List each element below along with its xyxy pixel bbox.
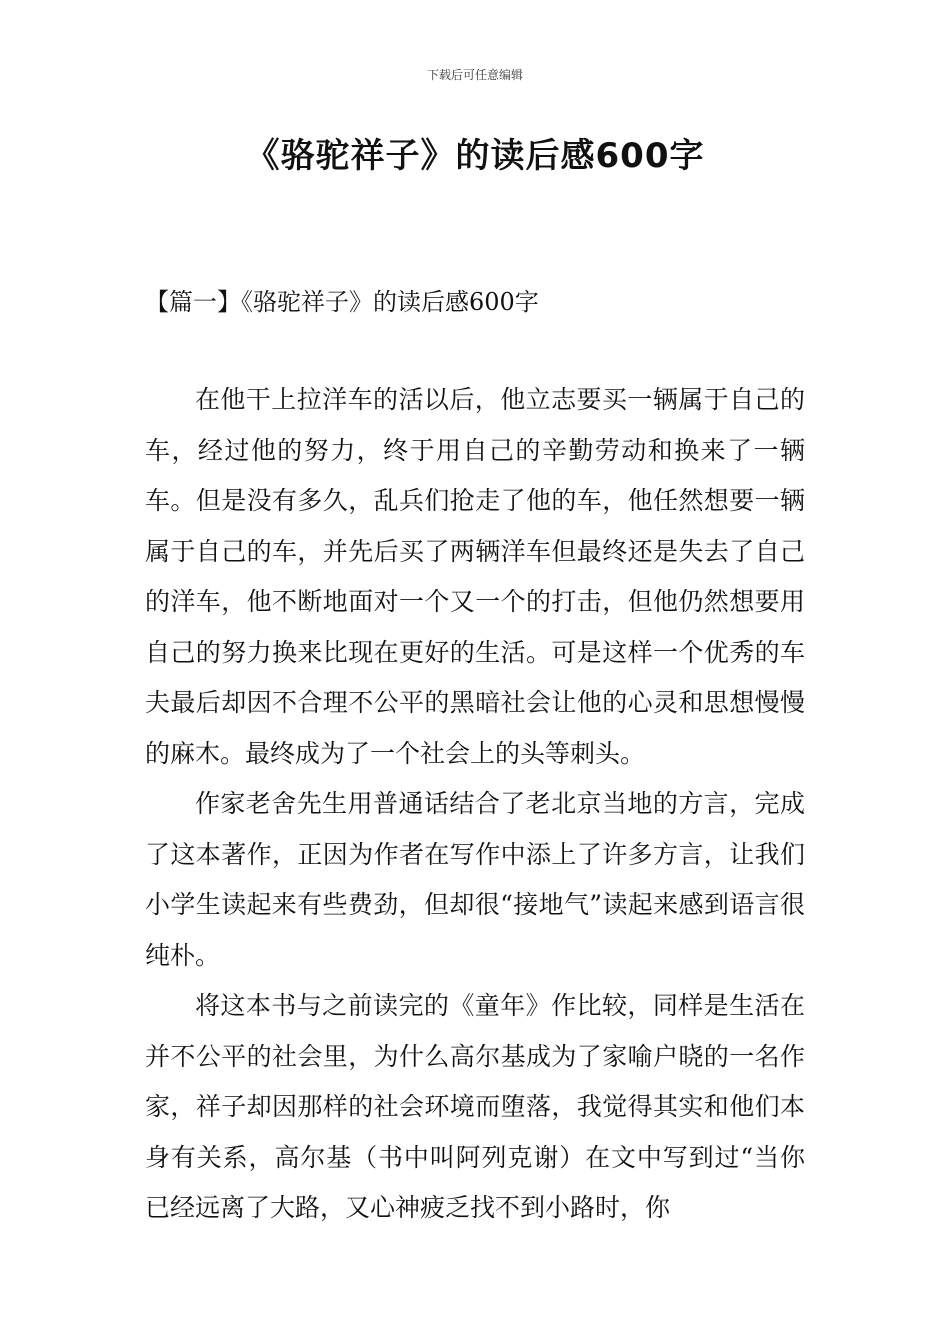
section-heading: 【篇一】《骆驼祥子》的读后感600字: [145, 288, 539, 316]
header-note: 下载后可任意编辑: [426, 68, 523, 82]
paragraph-2: 作家老舍先生用普通话结合了老北京当地的方言，完成了这本著作，正因为作者在写作中添上了许多方言，让我们小学生读起来有些费劲，但却很“接地气”读起来感到语言很纯朴。: [145, 789, 805, 970]
document-body: [145, 375, 805, 1234]
paragraph-1: 在他干上拉洋车的活以后，他立志要买一辆属于自己的车，经过他的努力，终于用自己的辛勤劳动和换来了一辆车。但是没有多久，乱兵们抢走了他的车，他任然想要一辆属于自己的车，并先后买了两辆洋车但最终还是失去了自己的洋车，他不断地面对一个又一个的打击，但他仍然想要用自己的努力换来比现在更好的生活。可是这样一个优秀的车夫最后却因不合理不公平的黑暗社会让他的心灵和思想慢慢的麻木。最终成为了一个社会上的头等刺头。: [145, 385, 805, 768]
paragraph-3: 将这本书与之前读完的《童年》作比较，同样是生活在并不公平的社会里，为什么高尔基成为了家喻户晓的一名作家，祥子却因那样的社会环境而堕落，我觉得其实和他们本身有关系，高尔基（书中叫阿列克谢）在文中写到过“当你已经远离了大路，又心神疲乏找不到小路时，你: [145, 991, 805, 1222]
document-title: 《骆驼祥子》的读后感600字: [245, 136, 705, 176]
